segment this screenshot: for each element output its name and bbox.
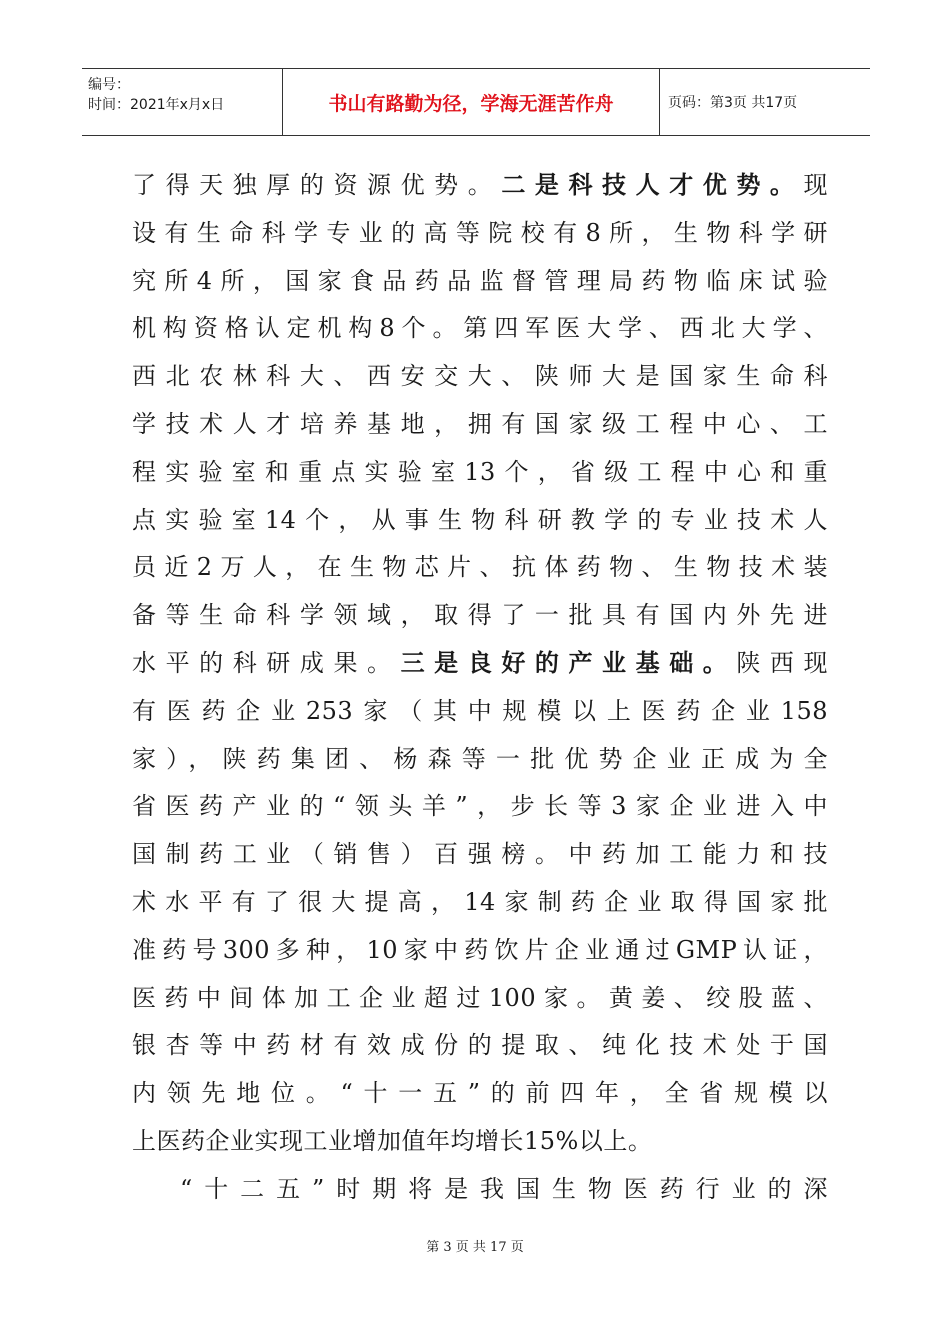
text-line: 设有生命科学专业的高等院校有8所，生物科学研 (132, 218, 828, 247)
text-line: 上医药企业实现工业增加值年均增长15%以上。 (132, 1126, 653, 1155)
text-line: 究所4所，国家食品药品监督管理局药物临床试验 (132, 266, 828, 295)
number-label: 编号： (88, 77, 130, 93)
text-line: 点实验室14个，从事生物科研教学的专业技术人 (132, 505, 828, 534)
text-line: 水平的科研成果。三是良好的产业基础。陕西现 (132, 648, 829, 677)
text-line: 机构资格认定机构8个。第四军医大学、西北大学、 (132, 314, 828, 343)
text-line: 有医药企业253家（其中规模以上医药企业158 (132, 696, 828, 725)
text-line: 西北农林科大、西安交大、陕师大是国家生命科 (132, 362, 828, 391)
text-line: 员近2万人，在生物芯片、抗体药物、生物技术装 (132, 553, 828, 582)
text-line: 程实验室和重点实验室13个，省级工程中心和重 (132, 457, 828, 486)
text-line: 医药中间体加工企业超过100家。黄姜、绞股蓝、 (132, 983, 828, 1012)
header-page-info: 页码：第3页 共17页 (668, 95, 798, 111)
text-line: 内领先地位。“十一五”的前四年，全省规模以 (132, 1079, 828, 1108)
header-motto: 书山有路勤为径，学海无涯苦作舟 (282, 69, 660, 135)
text-line: 备等生命科学领域，取得了一批具有国内外先进 (132, 601, 828, 630)
text-line: 学技术人才培养基地，拥有国家级工程中心、工 (132, 409, 828, 438)
body-text (132, 162, 828, 1214)
bold-heading: 二是科技人才优势。 (501, 171, 804, 199)
text-line: 了得天独厚的资源优势。二是科技人才优势。现 (132, 171, 829, 199)
text-line: 术水平有了很大提高，14家制药企业取得国家批 (132, 887, 828, 916)
text-line: 国制药工业（销售）百强榜。中药加工能力和技 (132, 840, 828, 869)
page-header (82, 68, 870, 136)
text-line: 银杏等中药材有效成份的提取、纯化技术处于国 (132, 1031, 828, 1060)
page-footer: 第 3 页 共 17 页 (426, 1240, 524, 1255)
text-line: 准药号300多种，10家中药饮片企业通过GMP认证， (132, 935, 828, 964)
text-line: “十二五”时期将是我国生物医药行业的深 (180, 1174, 828, 1203)
text-line: 省医药产业的“领头羊”，步长等3家企业进入中 (132, 792, 828, 821)
header-meta (82, 69, 282, 135)
bold-heading: 三是良好的产业基础。 (400, 648, 737, 677)
text-line: 家），陕药集团、杨森等一批优势企业正成为全 (132, 744, 828, 773)
time-label: 时间：2021年x月x日 (88, 97, 225, 113)
